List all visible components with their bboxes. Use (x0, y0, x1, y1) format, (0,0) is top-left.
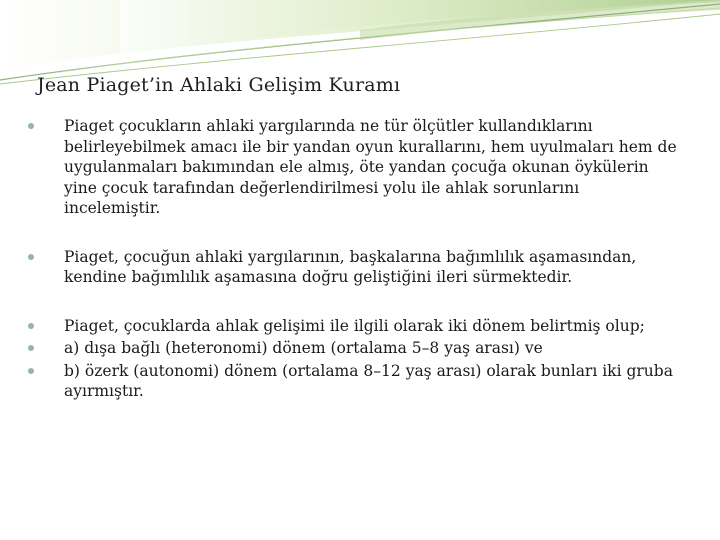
bullet-list (28, 116, 678, 402)
bullet-dot-icon (28, 254, 34, 260)
bullet-dot-icon (28, 345, 34, 351)
bullet-dot-icon (28, 368, 34, 374)
bullet-item (28, 247, 678, 288)
bullet-item (28, 361, 678, 402)
bullet-text: Piaget, çocuğun ahlaki yargılarının, başkalarına bağımlılık aşamasından, kendine bağımlılık aşamasına doğru geliştiğini ileri sürmektedir. (64, 247, 637, 286)
bullet-item (28, 116, 678, 219)
bullet-item (28, 316, 678, 337)
bullet-dot-icon (28, 323, 34, 329)
bullet-item (28, 338, 678, 359)
bullet-text: Piaget çocukların ahlaki yargılarında ne tür ölçütler kullandıklarını belirleyebilmek amacı ile bir yandan oyun kurallarını, hem uyulmaları hem de uygulanmaları bakımından ele almış, öte yandan çocuğa okunan öykülerin yine çocuk tarafından değerlendirilmesi yolu ile ahlak sorunlarını incelemiştir. (64, 117, 677, 217)
bullet-dot-icon (28, 123, 34, 129)
bullet-text: b) özerk (autonomi) dönem (ortalama 8–12 yaş arası) olarak bunları iki gruba ayırmıştır. (64, 361, 673, 400)
bullet-text: a) dışa bağlı (heteronomi) dönem (ortalama 5–8 yaş arası) ve (64, 339, 543, 357)
slide-title: Jean Piaget’in Ahlaki Gelişim Kuramı (37, 74, 401, 96)
bullet-text: Piaget, çocuklarda ahlak gelişimi ile ilgili olarak iki dönem belirtmiş olup; (64, 316, 645, 335)
